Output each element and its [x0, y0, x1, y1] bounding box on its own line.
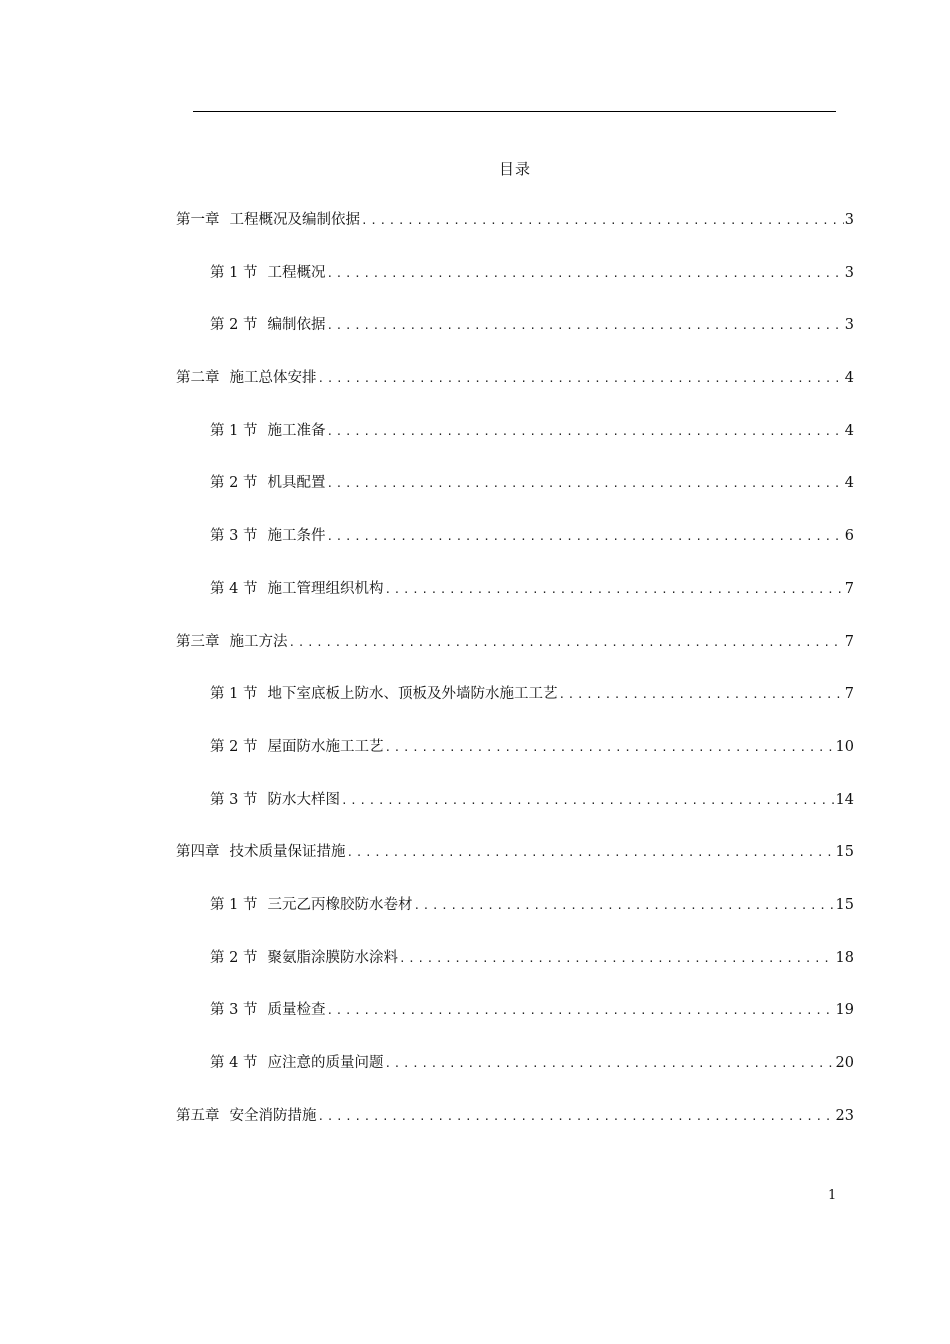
toc-dot-leader	[341, 794, 835, 807]
toc-section-entry[interactable]	[176, 1051, 854, 1104]
toc-entry-number: 第五章	[176, 1107, 220, 1124]
toc-entry-title: 施工准备	[267, 422, 326, 439]
toc-dot-leader	[413, 899, 834, 912]
toc-dot-leader	[326, 530, 843, 543]
toc-chapter-entry[interactable]	[176, 630, 854, 683]
toc-entry-title: 屋面防水施工工艺	[267, 738, 384, 755]
toc-entry-number: 第 1 节	[210, 264, 258, 281]
toc-entry-page: 7	[844, 686, 854, 703]
toc-entry-number: 第 2 节	[210, 738, 258, 755]
toc-entry-title: 施工管理组织机构	[267, 580, 384, 597]
toc-entry-number: 第 1 节	[210, 422, 258, 439]
toc-entry-number: 第三章	[176, 633, 220, 650]
toc-entry-title: 聚氨脂涂膜防水涂料	[267, 949, 398, 966]
toc-dot-leader	[384, 741, 834, 754]
toc-entry-number: 第 2 节	[210, 317, 258, 334]
toc-chapter-entry[interactable]	[176, 366, 854, 419]
toc-section-entry[interactable]	[176, 577, 854, 630]
toc-dot-leader	[399, 952, 835, 965]
toc-dot-leader	[318, 1110, 835, 1123]
toc-entry-page: 19	[835, 1002, 854, 1019]
table-of-contents	[176, 208, 854, 1156]
toc-chapter-entry[interactable]	[176, 840, 854, 893]
toc-entry-title: 防水大样图	[267, 791, 340, 808]
toc-entry-number: 第 2 节	[210, 949, 258, 966]
toc-entry-page: 3	[844, 317, 854, 334]
toc-entry-page: 7	[844, 633, 854, 650]
toc-entry-title: 施工总体安排	[229, 370, 317, 387]
toc-entry-number: 第二章	[176, 370, 220, 387]
toc-dot-leader	[361, 214, 844, 227]
toc-dot-leader	[384, 583, 843, 596]
toc-entry-page: 4	[844, 422, 854, 439]
toc-section-entry[interactable]	[176, 419, 854, 472]
toc-dot-leader	[326, 477, 843, 490]
toc-entry-title: 地下室底板上防水、顶板及外墙防水施工工艺	[267, 686, 558, 703]
toc-section-entry[interactable]	[176, 998, 854, 1051]
toc-entry-number: 第一章	[176, 212, 220, 228]
toc-entry-page: 4	[844, 475, 854, 492]
toc-section-entry[interactable]	[176, 946, 854, 999]
toc-chapter-entry[interactable]	[176, 208, 854, 261]
toc-section-entry[interactable]	[176, 735, 854, 788]
toc-entry-title: 工程概况	[267, 264, 326, 281]
toc-entry-page: 23	[835, 1107, 854, 1124]
toc-entry-number: 第 3 节	[210, 1002, 258, 1019]
toc-section-entry[interactable]	[176, 893, 854, 946]
toc-entry-page: 6	[844, 528, 854, 545]
toc-section-entry[interactable]	[176, 261, 854, 314]
toc-entry-page: 7	[844, 580, 854, 597]
toc-entry-title: 机具配置	[267, 475, 326, 492]
toc-entry-page: 4	[844, 370, 854, 387]
toc-entry-page: 15	[835, 896, 854, 913]
toc-section-entry[interactable]	[176, 788, 854, 841]
toc-dot-leader	[326, 1004, 834, 1017]
toc-dot-leader	[558, 688, 843, 701]
toc-entry-title: 工程概况及编制依据	[229, 212, 360, 228]
toc-entry-number: 第 2 节	[210, 475, 258, 492]
toc-entry-title: 技术质量保证措施	[229, 844, 346, 861]
toc-dot-leader	[326, 267, 843, 280]
toc-dot-leader	[318, 372, 844, 385]
toc-section-entry[interactable]	[176, 471, 854, 524]
toc-entry-title: 施工方法	[229, 633, 288, 650]
toc-entry-number: 第 1 节	[210, 686, 258, 703]
toc-section-entry[interactable]	[176, 682, 854, 735]
toc-entry-page: 3	[844, 212, 854, 228]
toc-title: 目录	[498, 160, 531, 178]
toc-entry-number: 第 3 节	[210, 528, 258, 545]
toc-dot-leader	[326, 425, 843, 438]
toc-entry-title: 编制依据	[267, 317, 326, 334]
toc-dot-leader	[347, 846, 835, 859]
page-number: 1	[828, 1188, 837, 1203]
toc-entry-number: 第 4 节	[210, 1055, 258, 1071]
toc-dot-leader	[326, 319, 843, 332]
toc-dot-leader	[289, 636, 844, 649]
toc-entry-number: 第四章	[176, 844, 220, 861]
toc-entry-page: 10	[835, 738, 854, 755]
toc-section-entry[interactable]	[176, 313, 854, 366]
toc-dot-leader	[384, 1057, 834, 1070]
toc-entry-title: 质量检查	[267, 1002, 326, 1019]
toc-entry-page: 20	[835, 1055, 854, 1071]
toc-entry-title: 三元乙丙橡胶防水卷材	[267, 896, 413, 913]
toc-section-entry[interactable]	[176, 524, 854, 577]
toc-entry-number: 第 3 节	[210, 791, 258, 808]
toc-entry-page: 18	[835, 949, 854, 966]
toc-entry-title: 施工条件	[267, 528, 326, 545]
toc-entry-title: 应注意的质量问题	[267, 1055, 384, 1071]
toc-entry-number: 第 4 节	[210, 580, 258, 597]
toc-entry-page: 3	[844, 264, 854, 281]
toc-entry-page: 15	[835, 844, 854, 861]
toc-chapter-entry[interactable]	[176, 1104, 854, 1157]
header-rule	[193, 111, 836, 112]
toc-entry-page: 14	[835, 791, 854, 808]
toc-entry-title: 安全消防措施	[229, 1107, 317, 1124]
toc-entry-number: 第 1 节	[210, 896, 258, 913]
